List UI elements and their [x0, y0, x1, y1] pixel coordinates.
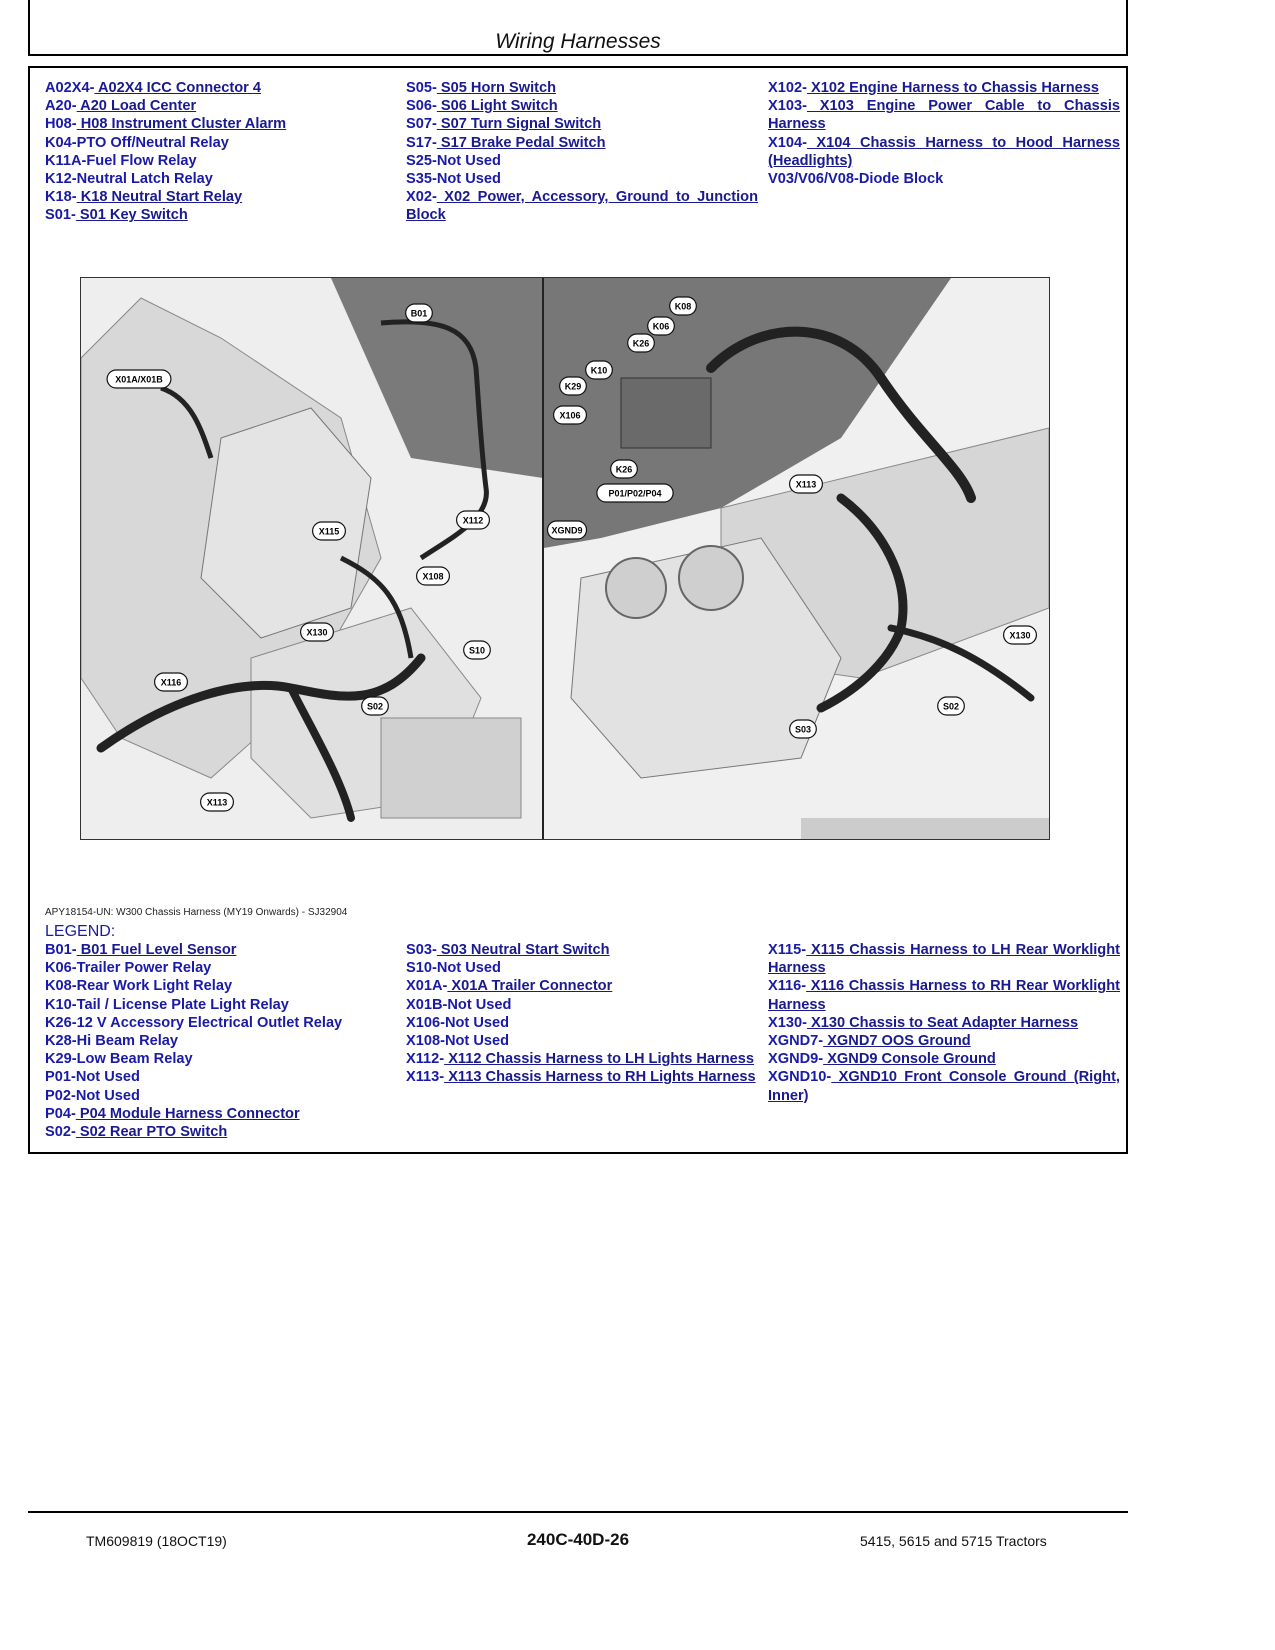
- footer-product: 5415, 5615 and 5715 Tractors: [860, 1533, 1047, 1549]
- legend-link[interactable]: XGND7 OOS Ground: [823, 1033, 971, 1050]
- callout: [628, 334, 655, 352]
- legend-description: Trailer Power Relay: [76, 960, 212, 977]
- callout-text: K29: [564, 381, 582, 392]
- legend-entry: [45, 1087, 397, 1105]
- legend-entry[interactable]: [406, 115, 758, 133]
- callout: [107, 370, 171, 388]
- legend-code: X106-: [406, 1014, 445, 1031]
- legend-code: S06-: [406, 98, 437, 115]
- legend-entry[interactable]: [406, 977, 758, 995]
- legend-link[interactable]: S17 Brake Pedal Switch: [436, 134, 606, 151]
- legend-link[interactable]: S02 Rear PTO Switch: [75, 1124, 228, 1141]
- legend-code: K29-: [45, 1051, 77, 1068]
- left-block: [381, 718, 521, 818]
- legend-entry[interactable]: [406, 1068, 758, 1086]
- callout: [417, 567, 450, 585]
- legend-link[interactable]: XGND10 Front Console Ground (Right, Inner): [768, 1069, 1120, 1104]
- legend-description: Fuel Flow Relay: [86, 152, 197, 169]
- legend-link[interactable]: H08 Instrument Cluster Alarm: [76, 116, 287, 133]
- legend-entry[interactable]: [768, 941, 1120, 977]
- legend-entry: [45, 152, 397, 170]
- callout: [406, 304, 433, 322]
- legend-link[interactable]: X112 Chassis Harness to LH Lights Harness: [444, 1051, 754, 1068]
- bottom-legend-column-2: [406, 941, 758, 1087]
- callout: [155, 673, 188, 691]
- legend-code: XGND7-: [768, 1033, 824, 1050]
- relay-block: [621, 378, 711, 448]
- right-port-1: [606, 558, 666, 618]
- legend-entry[interactable]: [45, 97, 397, 115]
- legend-description: Not Used: [436, 960, 501, 977]
- callout-text: X106: [559, 410, 581, 421]
- legend-code: S35-: [406, 171, 437, 188]
- legend-link[interactable]: B01 Fuel Level Sensor: [76, 942, 237, 958]
- right-panel: [544, 278, 1049, 839]
- legend-code: H08-: [45, 116, 77, 133]
- legend-code: X103-: [768, 98, 807, 115]
- legend-code: B01-: [45, 942, 77, 958]
- legend-entry[interactable]: [45, 115, 397, 133]
- legend-code: S07-: [406, 116, 437, 133]
- legend-description: Hi Beam Relay: [76, 1033, 179, 1050]
- callout: [548, 521, 587, 539]
- legend-code: X115-: [768, 942, 807, 958]
- legend-description: Tail / License Plate Light Relay: [76, 996, 289, 1013]
- legend-code: X113-: [406, 1069, 445, 1086]
- footer-rule: [28, 1511, 1128, 1513]
- legend-code: S01-: [45, 207, 76, 224]
- legend-description: Not Used: [436, 152, 501, 169]
- figure-caption: APY18154-UN: W300 Chassis Harness (MY19 Onwards) - SJ32904: [45, 907, 348, 918]
- legend-description: 12 V Accessory Electrical Outlet Relay: [76, 1014, 343, 1031]
- legend-code: X108-: [406, 1033, 445, 1050]
- callout: [1004, 626, 1037, 644]
- legend-description: Not Used: [75, 1087, 140, 1104]
- legend-entry[interactable]: [406, 97, 758, 115]
- legend-entry: [768, 170, 1120, 188]
- legend-code: P04-: [45, 1105, 76, 1122]
- legend-entry[interactable]: [768, 97, 1120, 133]
- top-legend-column-2: [406, 79, 758, 225]
- right-floor: [801, 818, 1049, 839]
- legend-link[interactable]: XGND9 Console Ground: [823, 1051, 996, 1068]
- legend-link[interactable]: X01A Trailer Connector: [447, 978, 613, 995]
- callout: [201, 793, 234, 811]
- page-title: Wiring Harnesses: [495, 30, 661, 53]
- legend-code: X112-: [406, 1051, 445, 1068]
- right-port-2: [679, 546, 743, 610]
- legend-code: S03-: [406, 942, 437, 958]
- legend-description: Diode Block: [858, 171, 944, 188]
- legend-entry[interactable]: [406, 941, 758, 959]
- legend-code: K06-: [45, 960, 77, 977]
- legend-entry: [406, 1014, 758, 1032]
- callout: [790, 475, 823, 493]
- legend-title: LEGEND:: [45, 923, 116, 940]
- callout-text: K26: [615, 464, 633, 475]
- callout: [457, 511, 490, 529]
- callout-text: X113: [206, 797, 228, 808]
- callout-text: P01/P02/P04: [608, 488, 662, 499]
- callout-text: X115: [318, 526, 340, 537]
- callout-text: K26: [632, 338, 650, 349]
- callout: [648, 317, 675, 335]
- legend-code: K11A-: [45, 152, 87, 169]
- callout-text: X112: [462, 515, 484, 526]
- legend-entry[interactable]: [406, 134, 758, 152]
- legend-entry: [406, 170, 758, 188]
- legend-entry: [45, 977, 397, 995]
- legend-entry[interactable]: [768, 1050, 1120, 1068]
- callout: [938, 697, 965, 715]
- legend-description: Not Used: [444, 1014, 510, 1031]
- legend-entry: [45, 959, 397, 977]
- legend-description: Rear Work Light Relay: [76, 978, 233, 995]
- callout: [464, 641, 491, 659]
- legend-code: K28-: [45, 1033, 77, 1050]
- legend-code: XGND10-: [768, 1069, 832, 1086]
- callout-text: X116: [160, 677, 182, 688]
- callout: [362, 697, 389, 715]
- legend-code: S05-: [406, 80, 437, 96]
- legend-link[interactable]: S03 Neutral Start Switch: [436, 942, 610, 958]
- callout: [790, 720, 817, 738]
- legend-code: K10-: [45, 996, 77, 1013]
- legend-code: X102-: [768, 80, 807, 96]
- legend-entry[interactable]: [406, 79, 758, 97]
- legend-code: X01B-: [406, 996, 448, 1013]
- legend-code: XGND9-: [768, 1051, 824, 1068]
- legend-link[interactable]: A02X4 ICC Connector 4: [94, 80, 262, 96]
- callout-text: B01: [410, 308, 428, 319]
- legend-code: A20-: [45, 98, 77, 115]
- callout: [554, 406, 587, 424]
- legend-entry[interactable]: [406, 188, 758, 224]
- legend-code: K08-: [45, 978, 77, 995]
- legend-entry: [406, 152, 758, 170]
- legend-entry[interactable]: [45, 206, 397, 224]
- legend-entry: [45, 1014, 397, 1032]
- legend-link[interactable]: S07 Turn Signal Switch: [436, 116, 602, 133]
- legend-entry[interactable]: [768, 134, 1120, 170]
- callout-text: XGND9: [551, 525, 583, 536]
- callout: [670, 297, 697, 315]
- bottom-legend-column-1: [45, 941, 397, 1141]
- legend-code: X116-: [768, 978, 807, 995]
- top-legend-column-1: [45, 79, 397, 225]
- callout-text: K06: [652, 321, 670, 332]
- legend-link[interactable]: X115 Chassis Harness to LH Rear Worklight Harness: [768, 942, 1120, 977]
- harness-illustration-svg: [81, 278, 1049, 839]
- legend-entry: [406, 959, 758, 977]
- callout: [597, 484, 673, 502]
- legend-link[interactable]: X104 Chassis Harness to Hood Harness (Headlights): [768, 134, 1120, 169]
- callout: [313, 522, 346, 540]
- footer-page-number: 240C-40D-26: [526, 1530, 630, 1549]
- callout-text: X130: [306, 627, 328, 638]
- legend-link[interactable]: K18 Neutral Start Relay: [76, 189, 243, 206]
- legend-description: Not Used: [444, 1033, 510, 1050]
- top-legend-column-3: [768, 79, 1120, 188]
- legend-code: K04-: [45, 134, 77, 151]
- callout-text: X113: [795, 479, 817, 490]
- harness-illustration: [80, 277, 1050, 840]
- callout-text: S02: [942, 701, 960, 712]
- callout-text: S10: [468, 645, 486, 656]
- legend-link[interactable]: X102 Engine Harness to Chassis Harness: [806, 80, 1099, 96]
- legend-link[interactable]: X113 Chassis Harness to RH Lights Harness: [444, 1069, 756, 1086]
- legend-entry[interactable]: [406, 1050, 758, 1068]
- bottom-legend-column-3: [768, 941, 1120, 1105]
- page-header: [28, 0, 1128, 56]
- legend-entry[interactable]: [768, 1068, 1120, 1104]
- left-panel: [81, 278, 543, 839]
- legend-code: X130-: [768, 1014, 807, 1031]
- legend-code: X104-: [768, 134, 807, 151]
- legend-description: PTO Off/Neutral Relay: [76, 134, 229, 151]
- legend-code: P01-: [45, 1069, 76, 1086]
- legend-description: Not Used: [436, 171, 501, 188]
- legend-entry[interactable]: [45, 188, 397, 206]
- callout-text: K08: [674, 301, 692, 312]
- callout: [586, 361, 613, 379]
- callout-text: X130: [1009, 630, 1031, 641]
- legend-code: X02-: [406, 189, 437, 206]
- legend-entry[interactable]: [768, 977, 1120, 1013]
- legend-link[interactable]: X130 Chassis to Seat Adapter Harness: [806, 1014, 1079, 1031]
- legend-entry[interactable]: [45, 79, 397, 97]
- legend-entry: [406, 996, 758, 1014]
- legend-code: S17-: [406, 134, 437, 151]
- legend-description: Not Used: [447, 996, 512, 1013]
- callout: [560, 377, 587, 395]
- legend-code: X01A-: [406, 978, 448, 995]
- legend-entry[interactable]: [45, 1123, 397, 1141]
- legend-entry: [45, 996, 397, 1014]
- legend-description: Low Beam Relay: [76, 1051, 193, 1068]
- legend-entry: [45, 1068, 397, 1086]
- legend-link[interactable]: P04 Module Harness Connector: [75, 1105, 300, 1122]
- legend-link[interactable]: X02 Power, Accessory, Ground to Junction Block: [406, 189, 758, 224]
- legend-code: K26-: [45, 1014, 77, 1031]
- callout-text: S03: [794, 724, 812, 735]
- legend-code: S02-: [45, 1124, 76, 1141]
- legend-entry: [45, 170, 397, 188]
- legend-link[interactable]: S01 Key Switch: [75, 207, 188, 224]
- legend-code: S10-: [406, 960, 437, 977]
- legend-link[interactable]: S05 Horn Switch: [436, 80, 557, 96]
- legend-link[interactable]: A20 Load Center: [76, 98, 197, 115]
- legend-entry: [45, 134, 397, 152]
- callout-text: K10: [590, 365, 608, 376]
- legend-entry[interactable]: [768, 1032, 1120, 1050]
- legend-entry[interactable]: [768, 1014, 1120, 1032]
- callout: [611, 460, 638, 478]
- legend-code: A02X4-: [45, 80, 95, 96]
- legend-code: V03/V06/V08-: [768, 171, 859, 188]
- legend-entry: [406, 1032, 758, 1050]
- legend-entry[interactable]: [768, 79, 1120, 97]
- legend-code: S25-: [406, 152, 437, 169]
- legend-description: Neutral Latch Relay: [76, 171, 213, 188]
- legend-link[interactable]: X116 Chassis Harness to RH Rear Worklight Harness: [768, 978, 1120, 1013]
- callout-text: S02: [366, 701, 384, 712]
- legend-description: Not Used: [75, 1069, 140, 1086]
- legend-entry[interactable]: [45, 1105, 397, 1123]
- footer-doc-id: TM609819 (18OCT19): [86, 1533, 227, 1549]
- legend-entry: [45, 1032, 397, 1050]
- legend-link[interactable]: X103 Engine Power Cable to Chassis Harness: [768, 98, 1120, 133]
- legend-code: K18-: [45, 189, 77, 206]
- legend-entry[interactable]: [45, 941, 397, 959]
- legend-code: P02-: [45, 1087, 76, 1104]
- legend-link[interactable]: S06 Light Switch: [436, 98, 558, 115]
- callout-text: X01A/X01B: [115, 374, 163, 385]
- callout-text: X108: [422, 571, 444, 582]
- legend-code: K12-: [45, 171, 77, 188]
- callout: [301, 623, 334, 641]
- legend-entry: [45, 1050, 397, 1068]
